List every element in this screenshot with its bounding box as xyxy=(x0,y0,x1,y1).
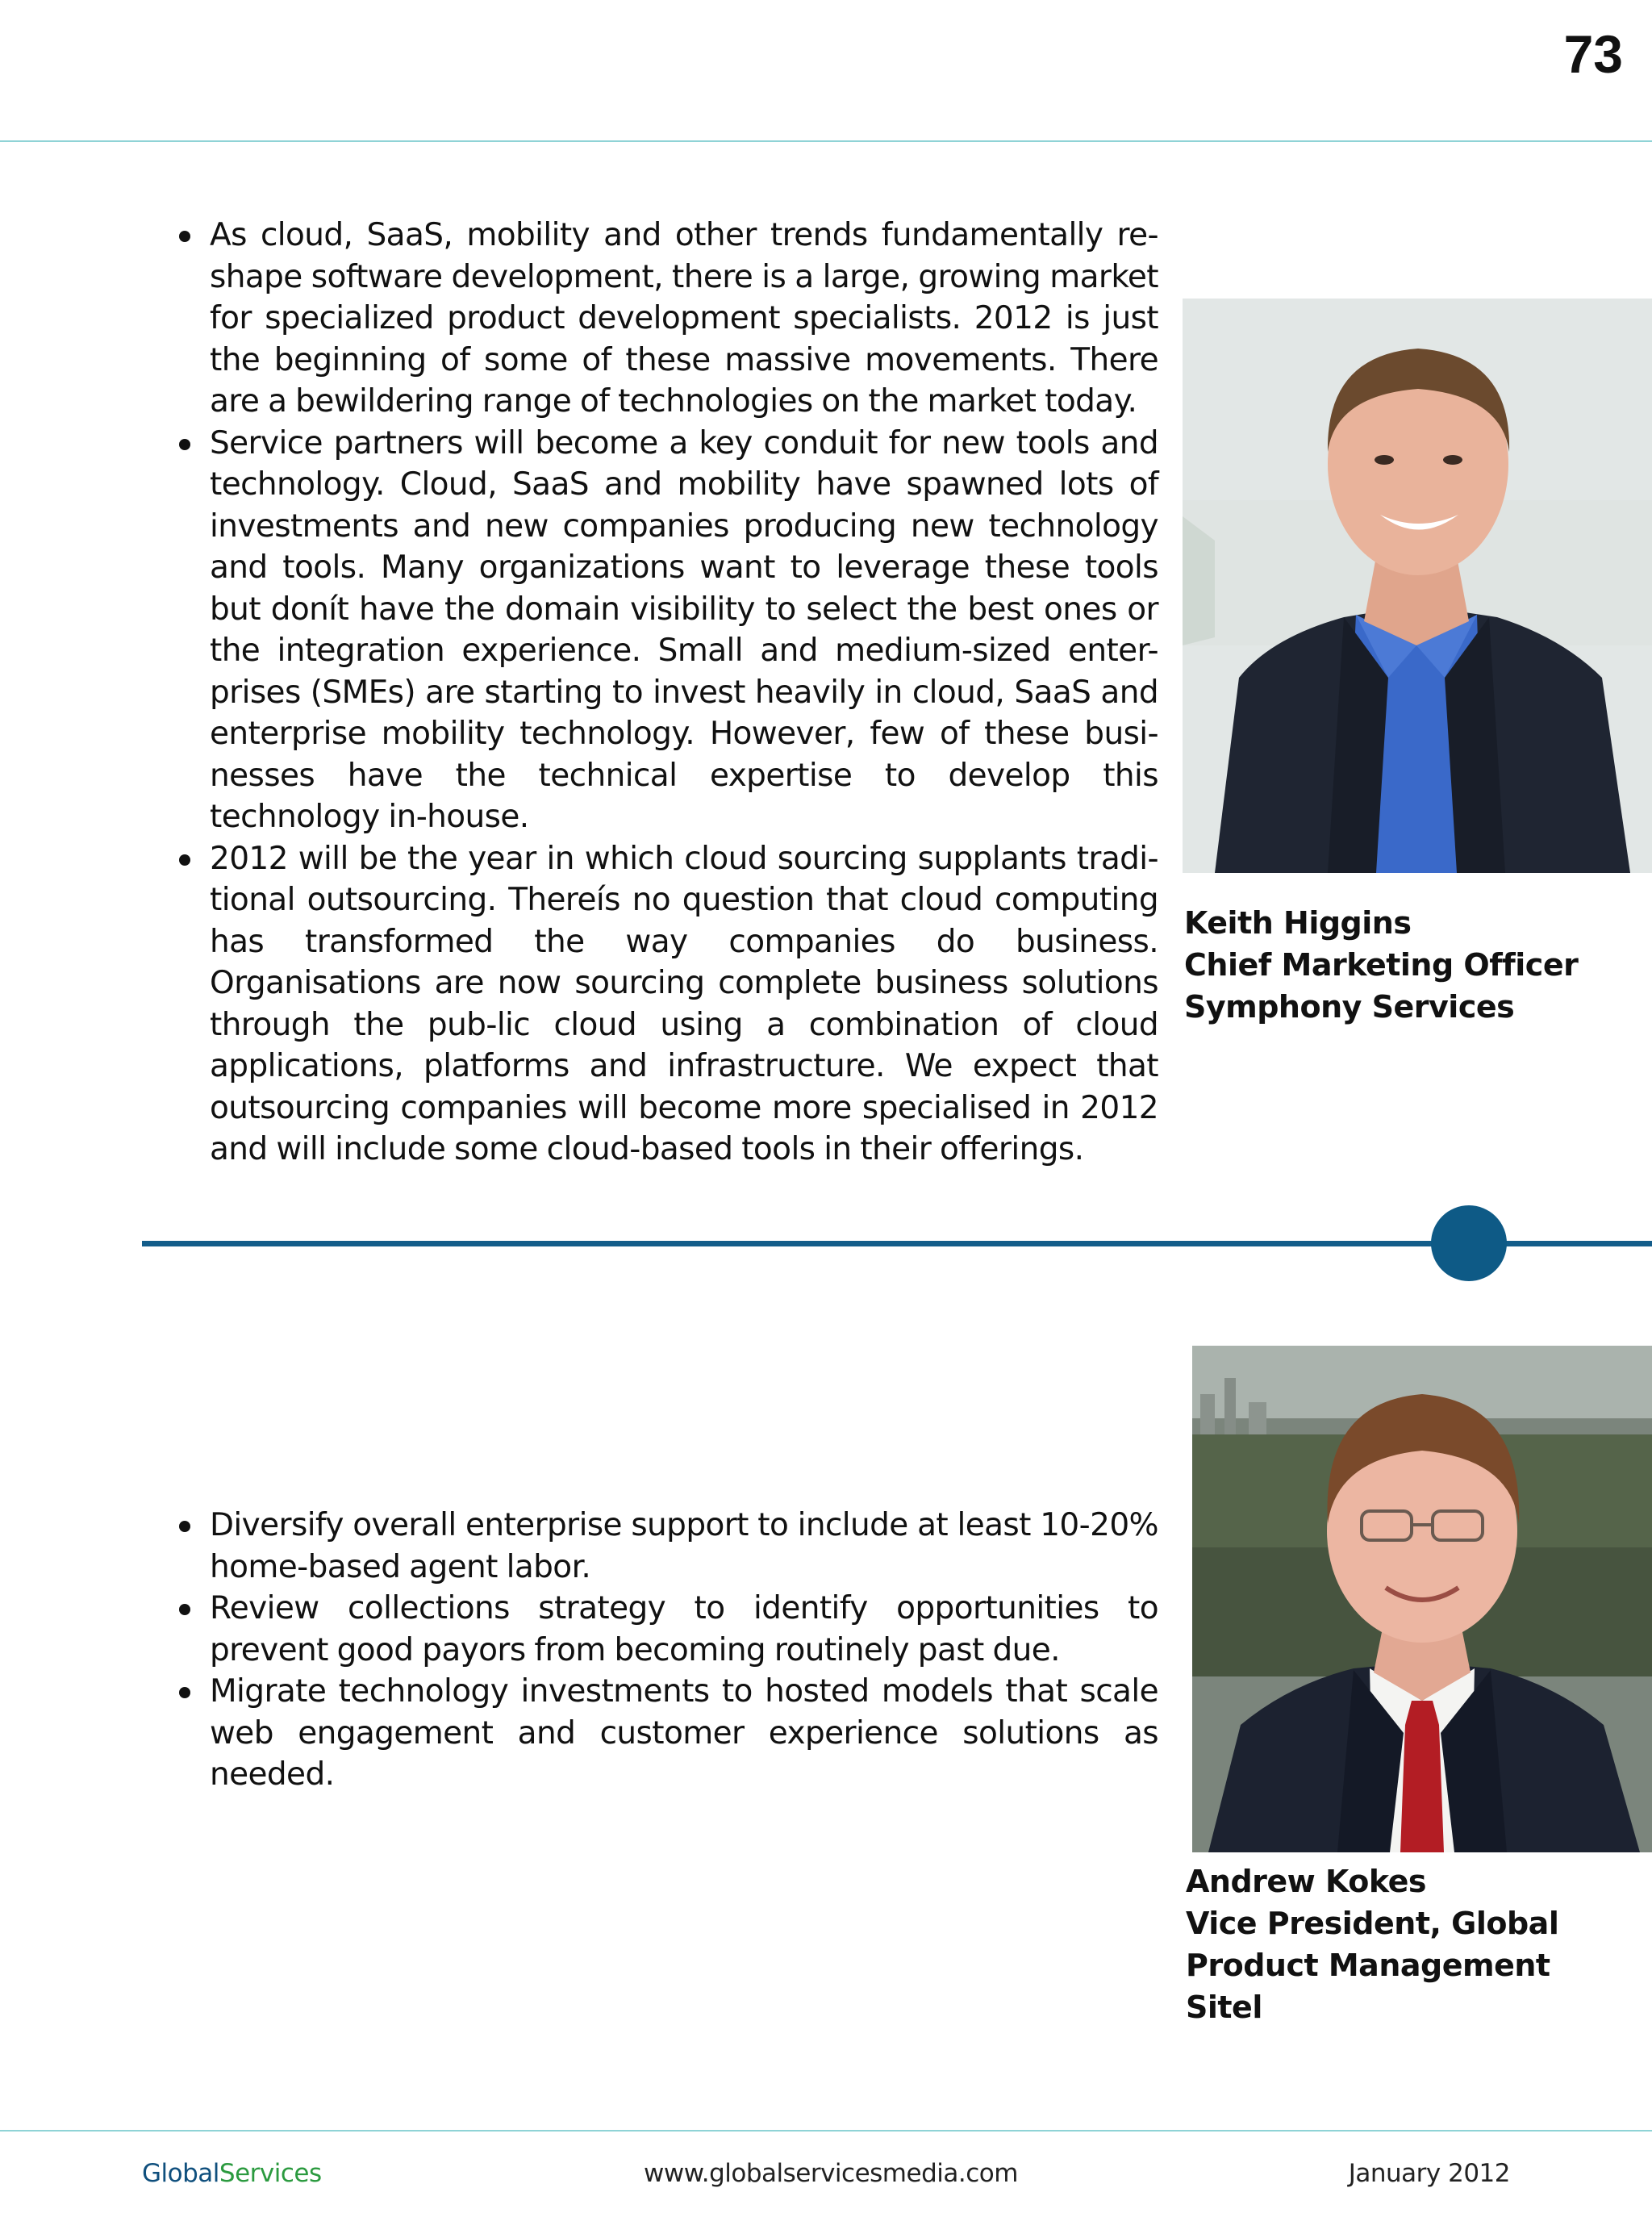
person-title-line1: Vice President, Global xyxy=(1186,1906,1559,1941)
footer-date: January 2012 xyxy=(1348,2159,1510,2188)
person-name: Keith Higgins xyxy=(1184,905,1412,941)
portrait-photo-keith-higgins xyxy=(1183,299,1652,873)
brand-global: Global xyxy=(142,2159,219,2188)
person-name: Andrew Kokes xyxy=(1186,1864,1427,1899)
bullet-item: Review collections strategy to identify opportunities to prevent good payors from becoming routinely past due. xyxy=(171,1588,1158,1671)
footer-brand xyxy=(142,2159,322,2188)
bullet-item: 2012 will be the year in which cloud sourcing supplants tradi-tional outsourcing. Thereís no question that cloud computing has transformed the way companies do business. Organisations are now sourcing complete business solutions through the pub-lic cloud using a combination of cloud applications, platforms and infrastructure. We expect that outsourcing companies will become more specialised in 2012 and will include some cloud-based tools in their offerings. xyxy=(171,838,1158,1171)
page-number: 73 xyxy=(1563,24,1623,84)
bullet-item: As cloud, SaaS, mobility and other trends fundamentally re-shape software development, there is a large, growing market for specialized product development specialists. 2012 is just the beginning of some of these massive movements. There are a bewildering range of technologies on the market today. xyxy=(171,215,1158,423)
portrait-photo-andrew-kokes xyxy=(1192,1346,1652,1852)
person-caption-andrew-kokes xyxy=(1186,1860,1558,2028)
brand-services: Services xyxy=(219,2159,322,2188)
bullet-item: Service partners will become a key conduit for new tools and technology. Cloud, SaaS and mobility have spawned lots of investments and new companies producing new technology and tools. Many organizations want to leverage these tools but donít have the domain visibility to select the best ones or the integration experience. Small and medium-sized enter-prises (SMEs) are starting to invest heavily in cloud, SaaS and enterprise mobility technology. However, few of these busi-nesses have the technical expertise to develop this technology in-house. xyxy=(171,423,1158,838)
bullet-list-symphony xyxy=(171,215,1158,1171)
bullet-list-sitel xyxy=(171,1505,1158,1796)
header-rule xyxy=(0,140,1652,142)
bullet-item: Diversify overall enterprise support to include at least 10-20% home-based agent labor. xyxy=(171,1505,1158,1588)
person-company: Sitel xyxy=(1186,1990,1262,2025)
person-caption-keith-higgins xyxy=(1184,902,1578,1028)
person-title-line2: Product Management xyxy=(1186,1948,1550,1983)
person-company: Symphony Services xyxy=(1184,989,1515,1025)
person-title: Chief Marketing Officer xyxy=(1184,947,1579,983)
divider-dot-icon xyxy=(1431,1205,1507,1281)
bullet-item: Migrate technology investments to hosted models that scale web engagement and customer experience solutions as needed. xyxy=(171,1671,1158,1796)
section-divider xyxy=(142,1241,1652,1246)
footer-rule xyxy=(0,2130,1652,2132)
footer-url[interactable]: www.globalservicesmedia.com xyxy=(644,2159,1018,2188)
